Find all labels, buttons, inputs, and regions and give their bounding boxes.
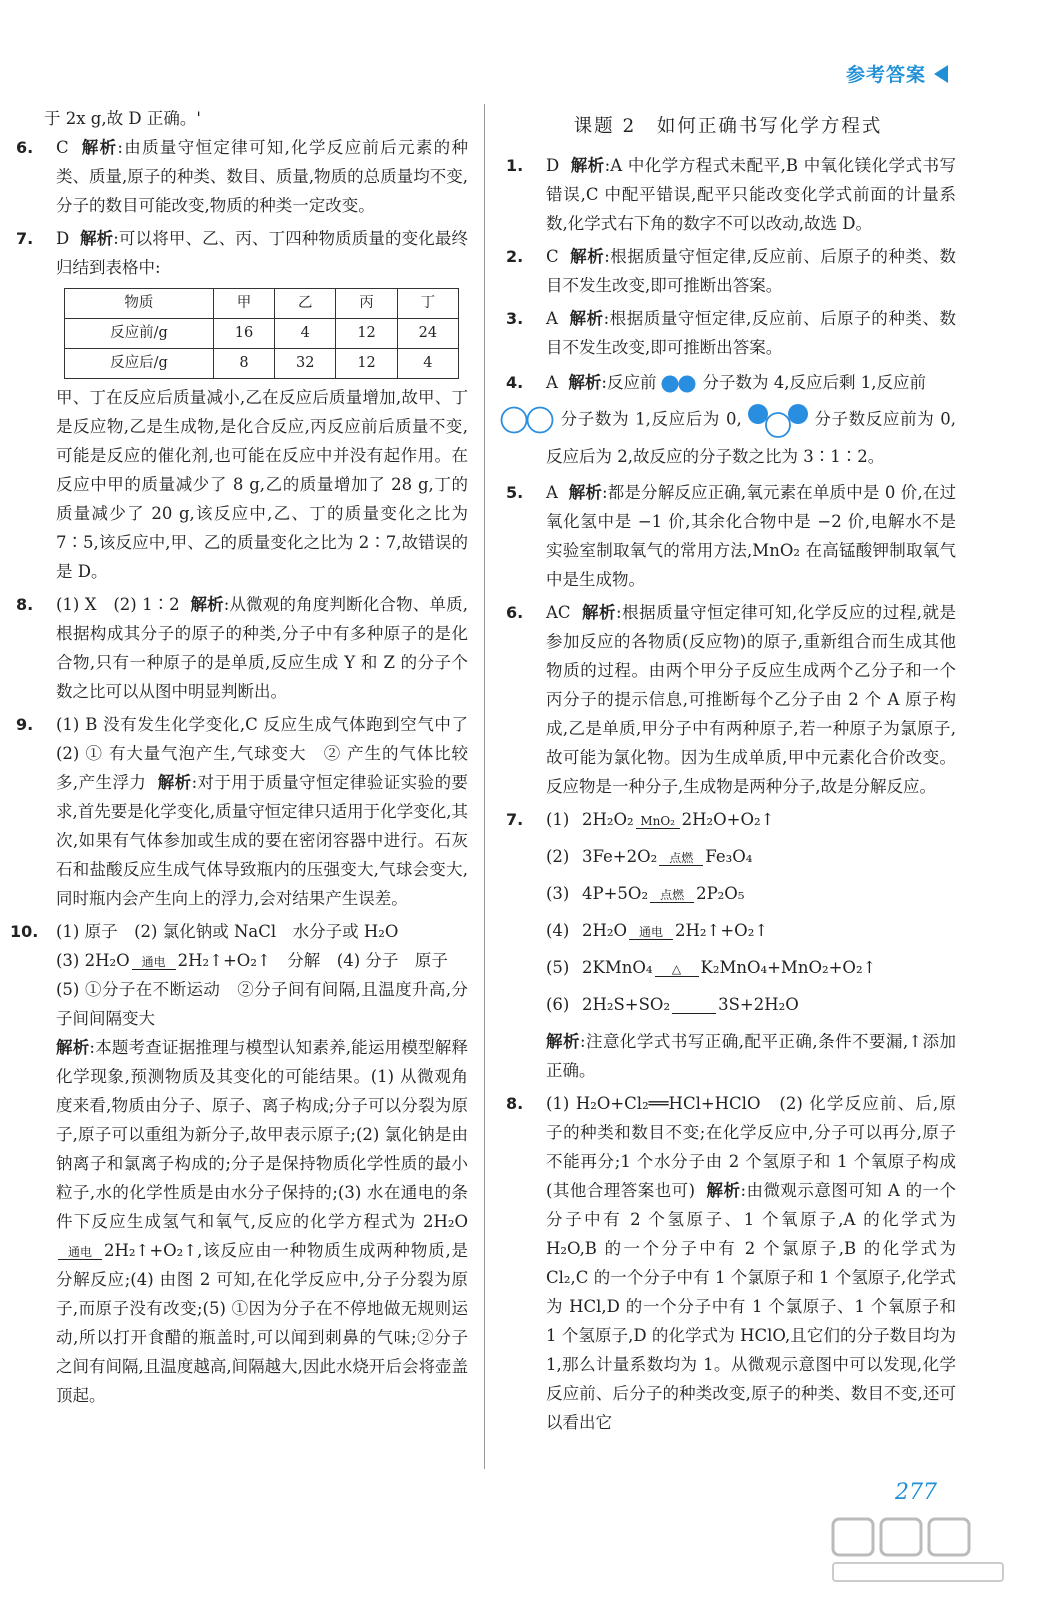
equation-label: (2) [546, 847, 570, 866]
table-cell: 24 [397, 319, 458, 349]
table-header: 甲 [213, 289, 274, 319]
equation-left: 3Fe+2O₂ [582, 847, 658, 866]
analysis-text: 分子数反应前为 0,反应后为 2,故反应的分子数之比为 3∶1∶2。 [546, 409, 956, 466]
analysis-text: :注意化学式书写正确,配平正确,条件不要漏,↑添加正确。 [546, 1032, 956, 1080]
analysis-label: 解析 [569, 309, 604, 328]
analysis-label: 解析 [570, 156, 605, 175]
question-r1 [500, 151, 956, 238]
analysis-block [500, 1027, 956, 1085]
table-header: 乙 [275, 289, 336, 319]
analysis-label: 解析 [79, 229, 114, 248]
analysis-text: :根据质量守恒定律可知,化学反应的过程,就是参加反应的各物质(反应物)的原子,重新组合而生成其他物质的过程。由两个甲分子反应生成两个乙分子和一个丙分子的提示信息,可推断每个乙分子由 2 个 A 原子构成,乙是单质,甲分子中有两种原子,若一种原子为氯原子,故可能为氯化物。因为生成单质,甲中元素化合价改变。反应物是一种分子,生成物是两种分子,故是分解反应。 [546, 603, 956, 796]
analysis-text: :反应前 [601, 373, 657, 392]
analysis-text: :可以将甲、乙、丙、丁四种物质质量的变化最终归结到表格中: [56, 229, 468, 277]
hollow-diatomic-molecule-icon [500, 405, 556, 435]
equation-row [546, 842, 956, 871]
question-number: 8. [506, 1094, 524, 1113]
analysis-text: 分子数为 1,反应后为 0, [560, 409, 742, 429]
analysis-label: 解析 [81, 138, 118, 157]
analysis-block [10, 1033, 468, 1410]
table-header: 物质 [65, 289, 214, 319]
equation-label: (1) [546, 810, 570, 829]
question-number: 2. [506, 247, 524, 266]
question-r6 [500, 598, 956, 801]
table-cell: 8 [213, 349, 274, 379]
analysis-text: :对于用于质量守恒定律验证实验的要求,首先要是化学变化,质量守恒定律只适用于化学变化,其次,如果有气体参加或生成的要在密闭容器中进行。石灰石和盐酸反应生成气体导致瓶内的压强变大,气球会变大,同时瓶内会产生向上的浮力,会对结果产生误差。 [56, 773, 469, 908]
analysis-label: 解析 [56, 1038, 90, 1057]
answer: (1) H₂O+Cl₂══HCl+HClO (2) 化学反应前、后,原子的种类和数目不变;在化学反应中,分子可以再分,原子不能再分;1 个水分子由 2 个氢原子和 1 个氧原子构成(其他合理答案也可) [546, 1094, 956, 1200]
filled-diatomic-molecule-icon [660, 374, 698, 394]
table-cell: 32 [275, 349, 336, 379]
question-7 [10, 224, 468, 586]
reaction-condition: 点燃 [650, 889, 694, 903]
triangle-icon [934, 65, 948, 83]
answer: D [56, 229, 70, 248]
question-r5 [500, 478, 956, 594]
question-number: 8. [16, 595, 34, 614]
analysis-label: 解析 [190, 595, 224, 614]
analysis-label: 解析 [568, 483, 603, 502]
equation-row [546, 990, 956, 1019]
page-header [846, 60, 948, 87]
reaction-condition: 点燃 [659, 852, 703, 866]
analysis-text-2: 2H₂↑+O₂↑,该反应由一种物质生成两种物质,是分解反应;(4) 由图 2 可知,在化学反应中,分子分裂为原子,而原子没有改变;(5) ①因为分子在不停地做无规则运动,所以打开食醋的瓶盖时,可以闻到刺鼻的气味;②分子之间有间隔,且温度越高,间隔越大,因此水烧开后会将壶盖顶起。 [56, 1241, 468, 1405]
analysis-text: :根据质量守恒定律,反应前、后原子的种类、数目不发生改变,即可推断出答案。 [546, 309, 956, 357]
column-divider [484, 104, 485, 1469]
equation-right: K₂MnO₄+MnO₂+O₂↑ [700, 958, 877, 977]
question-r4 [500, 366, 956, 474]
table-header: 丁 [397, 289, 458, 319]
equation-right: 2P₂O₅ [696, 884, 745, 903]
table-cell: 4 [275, 319, 336, 349]
table-cell: 反应前/g [65, 319, 214, 349]
answer-line-1: (1) 原子 (2) 氯化钠或 NaCl 水分子或 H₂O [56, 922, 399, 941]
right-column [500, 104, 956, 1441]
answer: A [546, 373, 558, 392]
equation-label: (4) [546, 921, 570, 940]
table-cell: 4 [397, 349, 458, 379]
equation-row [546, 916, 956, 945]
question-number: 10. [10, 922, 39, 941]
table-cell: 12 [336, 349, 397, 379]
question-number: 6. [16, 138, 34, 157]
analysis-label: 解析 [546, 1032, 580, 1051]
reaction-condition: MnO₂ [636, 815, 680, 829]
analysis-label: 解析 [568, 373, 602, 392]
equation-left: 2KMnO₄ [582, 958, 653, 977]
analysis-text: :本题考查证据推理与模型认知素养,能运用模型解释化学现象,预测物质及其变化的可能结果。(1) 从微观角度来看,物质由分子、原子、离子构成;分子可以分裂为原子,原子可以重组为新分子,故甲表示原子;(2) 氯化钠是由钠离子和氯离子构成的;分子是保持物质化学性质的最小粒子,水的化学性质是由水分子保持的;(3) 水在通电的条件下反应生成氢气和氧气,反应的化学方程式为 2H₂O [56, 1038, 468, 1231]
header-title: 参考答案 [845, 64, 926, 86]
question-number: 7. [506, 810, 524, 829]
equation-left: 2H₂S+SO₂ [582, 995, 671, 1014]
table-cell: 反应后/g [65, 349, 214, 379]
question-9 [10, 710, 485, 913]
answer: C [56, 138, 69, 157]
question-r2 [500, 242, 956, 300]
equation-left: 2H₂O₂ [582, 810, 634, 829]
intro-line: 于 2x g,故 D 正确。' [44, 109, 201, 128]
table-cell: 12 [336, 319, 397, 349]
equation-right: 2H₂↑+O₂↑ [675, 921, 769, 940]
answer: A [546, 309, 558, 328]
table-header: 丙 [336, 289, 397, 319]
equation-left: (3) 2H₂O [56, 951, 130, 970]
question-r7 [500, 805, 956, 1085]
table-cell: 16 [213, 319, 274, 349]
equation-right: 2H₂O+O₂↑ [681, 810, 775, 829]
watermark-logo-icon [813, 1511, 1013, 1586]
analysis-text: :从微观的角度判断化合物、单质,根据构成其分子的原子的种类,分子中有多种原子的是化合物,只有一种原子的是单质,反应生成 Y 和 Z 的分子个数之比可以从图中明显判断出。 [56, 595, 468, 701]
equation-label: (3) [546, 884, 570, 903]
equation-label: (6) [546, 995, 570, 1014]
analysis-text: :都是分解反应正确,氧元素在单质中是 0 价,在过氧化氢中是 −1 价,其余化合物中是 −2 价,电解水不是实验室制取氧气的常用方法,MnO₂ 在高锰酸钾制取氧气中是生成物。 [546, 483, 957, 589]
question-10 [10, 917, 468, 1410]
question-number: 1. [506, 156, 524, 175]
table-row [65, 349, 459, 379]
question-number: 6. [506, 603, 524, 622]
equation-right: Fe₃O₄ [705, 847, 753, 866]
reaction-condition: 通电 [58, 1246, 102, 1260]
equation-left: 4P+5O₂ [582, 884, 649, 903]
answer: C [546, 247, 559, 266]
equation-row [546, 805, 956, 834]
question-number: 7. [16, 229, 34, 248]
analysis-text: :根据质量守恒定律,反应前、后原子的种类、数目不发生改变,即可推断出答案。 [546, 247, 956, 295]
left-column [10, 104, 485, 1414]
section-title: 课题 2 如何正确书写化学方程式 [573, 116, 883, 137]
triatomic-molecule-icon [746, 400, 810, 440]
reaction-condition: 通电 [132, 956, 176, 970]
answer: AC [546, 603, 571, 622]
question-number: 9. [16, 715, 34, 734]
answer-line-3 [56, 946, 468, 975]
reaction-condition [672, 1000, 716, 1014]
question-r8 [500, 1089, 956, 1437]
table-header-row [65, 289, 459, 319]
question-r3 [500, 304, 956, 362]
page-number: 277 [895, 1480, 937, 1505]
analysis-text: :A 中化学方程式未配平,B 中氧化镁化学式书写错误,C 中配平错误,配平只能改变化学式前面的计量系数,化学式右下角的数字不可以改动,故选 D。 [546, 156, 956, 233]
question-6 [10, 133, 468, 220]
answer: (1) B 没有发生化学变化,C 反应生成气体跑到空气中了 (2) ① 有大量气泡产生,气球变大 ② 产生的气体比较多,产生浮力 [56, 715, 485, 792]
analysis-text: :由微观示意图可知 A 的一个分子中有 2 个氢原子、1 个氧原子,A 的化学式为 H₂O,B 的一个分子中有 2 个氯原子,B 的化学式为 Cl₂,C 的一个分子中有 1 个氯原子和 1 个氢原子,化学式为 HCl,D 的一个分子中有 1 个氯原子、1 个氧原子和 1 个氢原子,D 的化学式为 HClO,且它们的分子数目均为 1,那么计量系数均为 1。从微观示意图中可以发现,化学反应前、后分子的种类改变,原子的种类、数目不变,还可以看出它 [546, 1181, 957, 1432]
analysis-label: 解析 [157, 773, 192, 792]
question-number: 5. [506, 483, 524, 502]
analysis-text: :由质量守恒定律可知,化学反应前后元素的种类、质量,原子的种类、数目、质量,物质的总质量均不变,分子的数目可能改变,物质的种类一定改变。 [56, 138, 468, 215]
reaction-condition: △ [655, 963, 699, 977]
question-number: 4. [506, 373, 524, 392]
equation-row [546, 879, 956, 908]
answer: A [546, 483, 558, 502]
table-row [65, 319, 459, 349]
analysis-continuation: 甲、丁在反应后质量减小,乙在反应后质量增加,故甲、丁是反应物,乙是生成物,是化合反应,丙反应前后质量不变,可能是反应的催化剂,也可能在反应中并没有起作用。在反应中甲的质量减少了 8 g,乙的质量增加了 28 g,丁的质量减少了 20 g,该反应中,乙、丁的质量变化之比为 7∶5,该反应中,甲、乙的质量变化之比为 2∶7,故错误的是 D。 [56, 388, 468, 581]
answer: D [546, 156, 560, 175]
analysis-label: 解析 [582, 603, 617, 622]
answer: (1) X (2) 1∶2 [56, 595, 180, 614]
answer-line-5: (5) ①分子在不断运动 ②分子间有间隔,且温度升高,分子间间隔变大 [56, 980, 468, 1028]
equation-row [546, 953, 956, 982]
equation-left: 2H₂O [582, 921, 628, 940]
equation-right: 2H₂↑+O₂↑ 分解 (4) 分子 原子 [177, 951, 448, 970]
equation-right: 3S+2H₂O [718, 995, 799, 1014]
question-number: 3. [506, 309, 524, 328]
analysis-text: 分子数为 4,反应后剩 1,反应前 [702, 373, 926, 392]
question-8 [10, 590, 468, 706]
mass-table [64, 288, 459, 379]
analysis-label: 解析 [706, 1181, 741, 1200]
analysis-label: 解析 [570, 247, 605, 266]
equation-label: (5) [546, 958, 570, 977]
reaction-condition: 通电 [629, 926, 673, 940]
